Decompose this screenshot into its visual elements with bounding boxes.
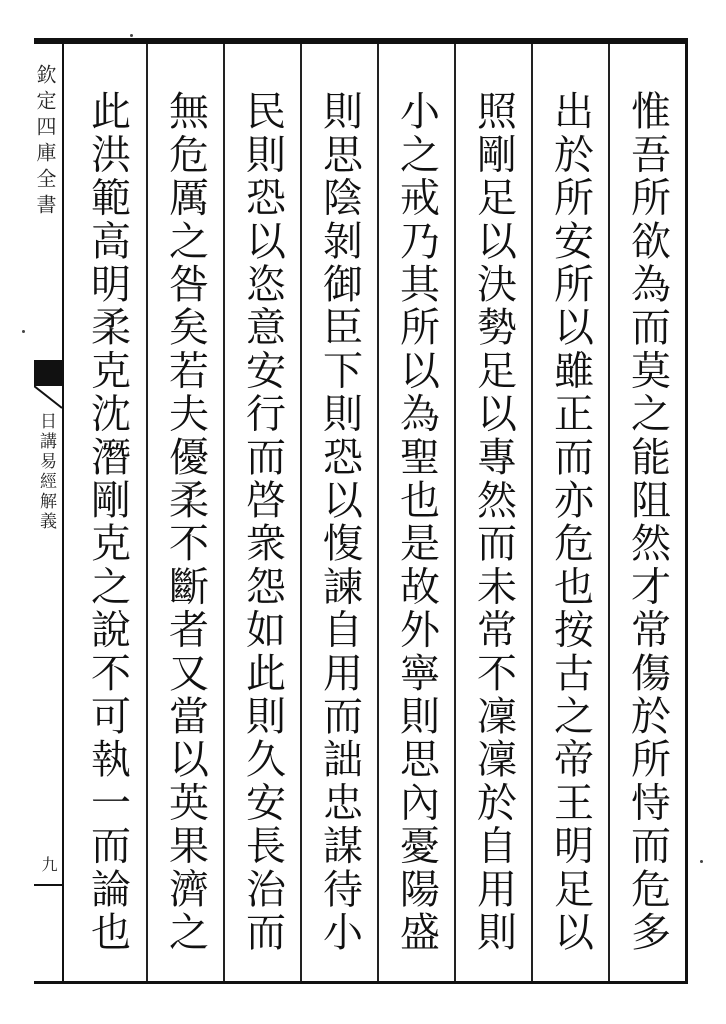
margin-strip xyxy=(34,44,64,981)
column-text: 出於所安所以雖正而亦危也按古之帝王明足以 xyxy=(547,90,594,954)
column-text: 照剛足以決勢足以專然而未常不凜凜於自用則 xyxy=(470,90,517,954)
folio-rule xyxy=(34,884,62,886)
column-text: 民則恐以恣意安行而啓衆怨如此則久安長治而 xyxy=(239,90,286,954)
column-text: 則思陰剝御臣下則恐以愎諫自用而詘忠謀待小 xyxy=(316,90,363,954)
collection-label: 欽定四庫全書 xyxy=(33,64,57,220)
column-text: 惟吾所欲為而莫之能阻然才常傷於所恃而危多 xyxy=(624,90,671,954)
scan-speck xyxy=(130,34,133,37)
text-column-1 xyxy=(608,44,685,981)
text-column-3 xyxy=(454,44,531,981)
text-column-2 xyxy=(531,44,608,981)
column-text: 無危厲之咎矣若夫優柔不斷者又當以英果濟之 xyxy=(162,90,209,954)
text-area xyxy=(64,44,685,981)
text-column-6 xyxy=(223,44,300,981)
folio-number: 九 xyxy=(39,856,58,872)
book-title-label: 日講易經解義 xyxy=(36,412,56,532)
scan-speck xyxy=(22,330,25,333)
text-column-5 xyxy=(300,44,377,981)
fishtail-band xyxy=(34,360,62,386)
column-text: 此洪範高明柔克沈潛剛克之說不可執一而論也 xyxy=(84,90,131,954)
text-column-7 xyxy=(146,44,223,981)
column-text: 小之戒乃其所以為聖也是故外寧則思內憂陽盛 xyxy=(393,90,440,954)
fishtail-chevron-icon xyxy=(34,386,62,410)
text-column-4 xyxy=(377,44,454,981)
text-column-8 xyxy=(69,44,146,981)
scan-speck xyxy=(700,860,703,863)
